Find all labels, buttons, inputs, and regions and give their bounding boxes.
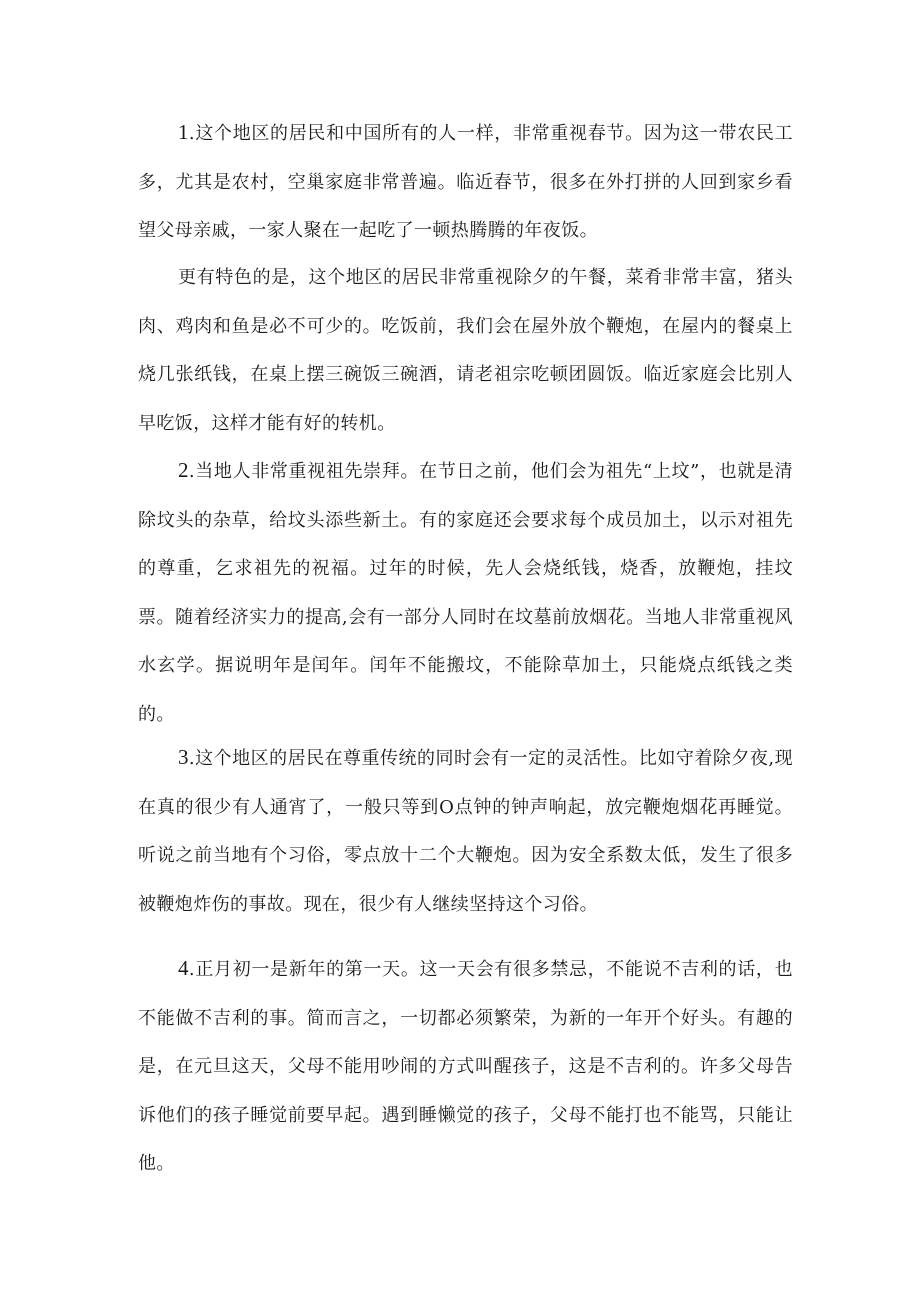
paragraph-3 (138, 446, 793, 739)
paragraph-number-4: 4 (178, 956, 189, 980)
paragraph-1 (138, 108, 793, 256)
paragraph-number-1: 1 (178, 120, 189, 144)
paragraph-2 (138, 254, 793, 448)
paragraph-text-4: .这个地区的居民在尊重传统的同时会有一定的灵活性。比如守着除夕夜,现在真的很少有人通宵了，一般只等到O点钟的钟声响起，放完鞭炮烟花再睡觉。听说之前当地有个习俗，零点放十二个大鞭炮。因为安全系数太低，发生了很多被鞭炮炸伤的事故。现在，很少有人继续坚持这个习俗。 (138, 748, 793, 915)
paragraph-text-1: .这个地区的居民和中国所有的人一样，非常重视春节。因为这一带农民工多，尤其是农村，空巢家庭非常普遍。临近春节，很多在外打拼的人回到家乡看望父母亲戚，一家人聚在一起吃了一顿热腾腾的年夜饭。 (138, 123, 793, 241)
paragraph-5 (138, 944, 793, 1189)
paragraph-text-3: .当地人非常重视祖先崇拜。在节日之前，他们会为祖先“上坟”，也就是清除坟头的杂草，给坟头添些新土。有的家庭还会要求每个成员加土，以示对祖先的尊重，乞求祖先的祝福。过年的时候，先人会烧纸钱，烧香，放鞭炮，挂坟票。随着经济实力的提高,会有一部分人同时在坟墓前放烟花。当地人非常重视风水玄学。据说明年是闰年。闰年不能搬坟，不能除草加土，只能烧点纸钱之类的。 (138, 461, 793, 725)
paragraph-text-2: 更有特色的是，这个地区的居民非常重视除夕的午餐，菜肴非常丰富，猪头肉、鸡肉和鱼是必不可少的。吃饭前，我们会在屋外放个鞭炮，在屋内的餐桌上烧几张纸钱，在桌上摆三碗饭三碗酒，请老祖宗吃顿团圆饭。临近家庭会比别人早吃饭，这样才能有好的转机。 (138, 267, 793, 434)
paragraph-text-5: .正月初一是新年的第一天。这一天会有很多禁忌，不能说不吉利的话，也不能做不吉利的事。简而言之，一切都必须繁荣，为新的一年开个好头。有趣的是，在元旦这天，父母不能用吵闹的方式叫醒孩子，这是不吉利的。许多父母告诉他们的孩子睡觉前要早起。遇到睡懒觉的孩子，父母不能打也不能骂，只能让他。 (138, 959, 793, 1174)
paragraph-4 (138, 733, 793, 929)
paragraph-number-2: 2 (178, 458, 189, 482)
paragraph-number-3: 3 (178, 745, 189, 769)
